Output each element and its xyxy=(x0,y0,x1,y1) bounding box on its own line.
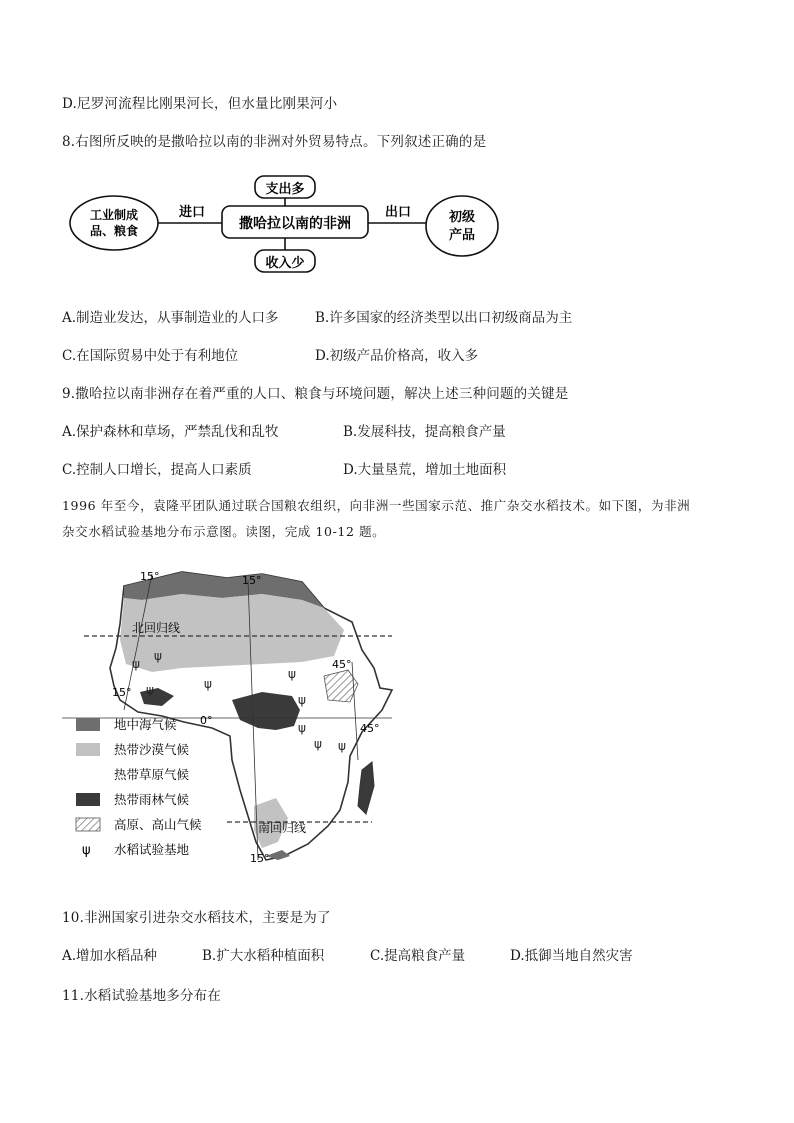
rice-base-icon: ψ xyxy=(298,693,306,707)
center-label: 撒哈拉以南的非洲 xyxy=(239,216,351,232)
export-goods-ellipse xyxy=(426,196,498,256)
legend-rice-icon: ψ xyxy=(82,843,91,858)
q11-stem: 11.水稻试验基地多分布在 xyxy=(62,988,222,1004)
passage-line-1: 1996 年至今，袁隆平团队通过联合国粮农组织，向非洲一些国家示范、推广杂交水稻技术。如下图，为非洲 xyxy=(62,498,691,513)
import-goods-ellipse xyxy=(70,196,158,250)
lat-15s-label: 15° xyxy=(250,852,270,865)
lon-15e-label: 15° xyxy=(242,574,262,587)
legend-label-rice-base: 水稻试验基地 xyxy=(114,842,190,857)
passage-line-2: 杂交水稻试验基地分布示意图。读图，完成 10-12 题。 xyxy=(62,524,386,539)
right-label-2: 产品 xyxy=(448,228,476,243)
q10-option-a: A.增加水稻品种 xyxy=(62,948,158,964)
q9-option-c: C.控制人口增长，提高人口素质 xyxy=(62,462,252,478)
rice-base-icon: ψ xyxy=(288,667,296,681)
q10-stem: 10.非洲国家引进杂交水稻技术，主要是为了 xyxy=(62,910,331,926)
madagascar xyxy=(358,762,374,814)
legend-swatch-desert xyxy=(76,743,100,756)
q7-option-d: D.尼罗河流程比刚果河长，但水量比刚果河小 xyxy=(62,96,338,112)
left-label-1: 工业制成 xyxy=(89,208,139,222)
rice-base-icon: ψ xyxy=(132,657,140,671)
map-legend xyxy=(76,717,202,858)
lon-45e-label-top: 45° xyxy=(332,658,352,671)
q9-stem: 9.撒哈拉以南非洲存在着严重的人口、粮食与环境问题，解决上述三种问题的关键是 xyxy=(62,386,569,402)
lon-15w-label: 15° xyxy=(140,570,160,583)
legend-label-desert: 热带沙漠气候 xyxy=(114,742,190,757)
tropic-of-cancer-label: 北回归线 xyxy=(132,621,181,635)
right-label-1: 初级 xyxy=(448,210,476,225)
lat-15n-label: 15° xyxy=(112,686,132,699)
lat-0-label: 0° xyxy=(200,714,213,727)
left-label-2: 品、粮食 xyxy=(89,224,139,238)
legend-label-savanna: 热带草原气候 xyxy=(114,767,190,782)
rice-base-icon: ψ xyxy=(154,649,162,663)
q8-option-a: A.制造业发达，从事制造业的人口多 xyxy=(62,310,279,326)
q8-option-b: B.许多国家的经济类型以出口初级商品为主 xyxy=(315,310,573,326)
legend-swatch-mediterranean xyxy=(76,718,100,731)
africa-rice-base-map xyxy=(62,560,402,875)
legend-label-highland: 高原、高山气候 xyxy=(114,817,202,832)
export-label: 出口 xyxy=(384,205,412,220)
q10-option-b: B.扩大水稻种植面积 xyxy=(202,948,325,964)
q9-option-d: D.大量垦荒，增加土地面积 xyxy=(343,462,507,478)
q9-option-b: B.发展科技，提高粮食产量 xyxy=(343,424,506,440)
import-label: 进口 xyxy=(178,205,206,220)
top-label: 支出多 xyxy=(265,182,305,197)
rice-base-icon: ψ xyxy=(204,677,212,691)
q10-option-d: D.抵御当地自然灾害 xyxy=(510,948,633,964)
legend-swatch-highland xyxy=(76,818,100,831)
legend-swatch-rainforest xyxy=(76,793,100,806)
legend-label-mediterranean: 地中海气候 xyxy=(114,717,177,732)
rice-base-icon: ψ xyxy=(314,737,322,751)
trade-diagram xyxy=(62,170,522,280)
q8-stem: 8.右图所反映的是撒哈拉以南的非洲对外贸易特点。下列叙述正确的是 xyxy=(62,134,487,150)
q10-option-c: C.提高粮食产量 xyxy=(370,948,466,964)
tropic-of-capricorn-label: 南回归线 xyxy=(258,821,307,835)
rice-base-icon: ψ xyxy=(298,721,306,735)
q8-option-d: D.初级产品价格高，收入多 xyxy=(315,348,479,364)
q8-option-c: C.在国际贸易中处于有利地位 xyxy=(62,348,239,364)
q9-option-a: A.保护森林和草场，严禁乱伐和乱牧 xyxy=(62,424,279,440)
rice-base-icon: ψ xyxy=(338,739,346,753)
bottom-label: 收入少 xyxy=(265,256,305,271)
rice-base-icon: ψ xyxy=(146,683,154,697)
legend-label-rainforest: 热带雨林气候 xyxy=(114,792,190,807)
lon-45e-label: 45° xyxy=(360,722,380,735)
